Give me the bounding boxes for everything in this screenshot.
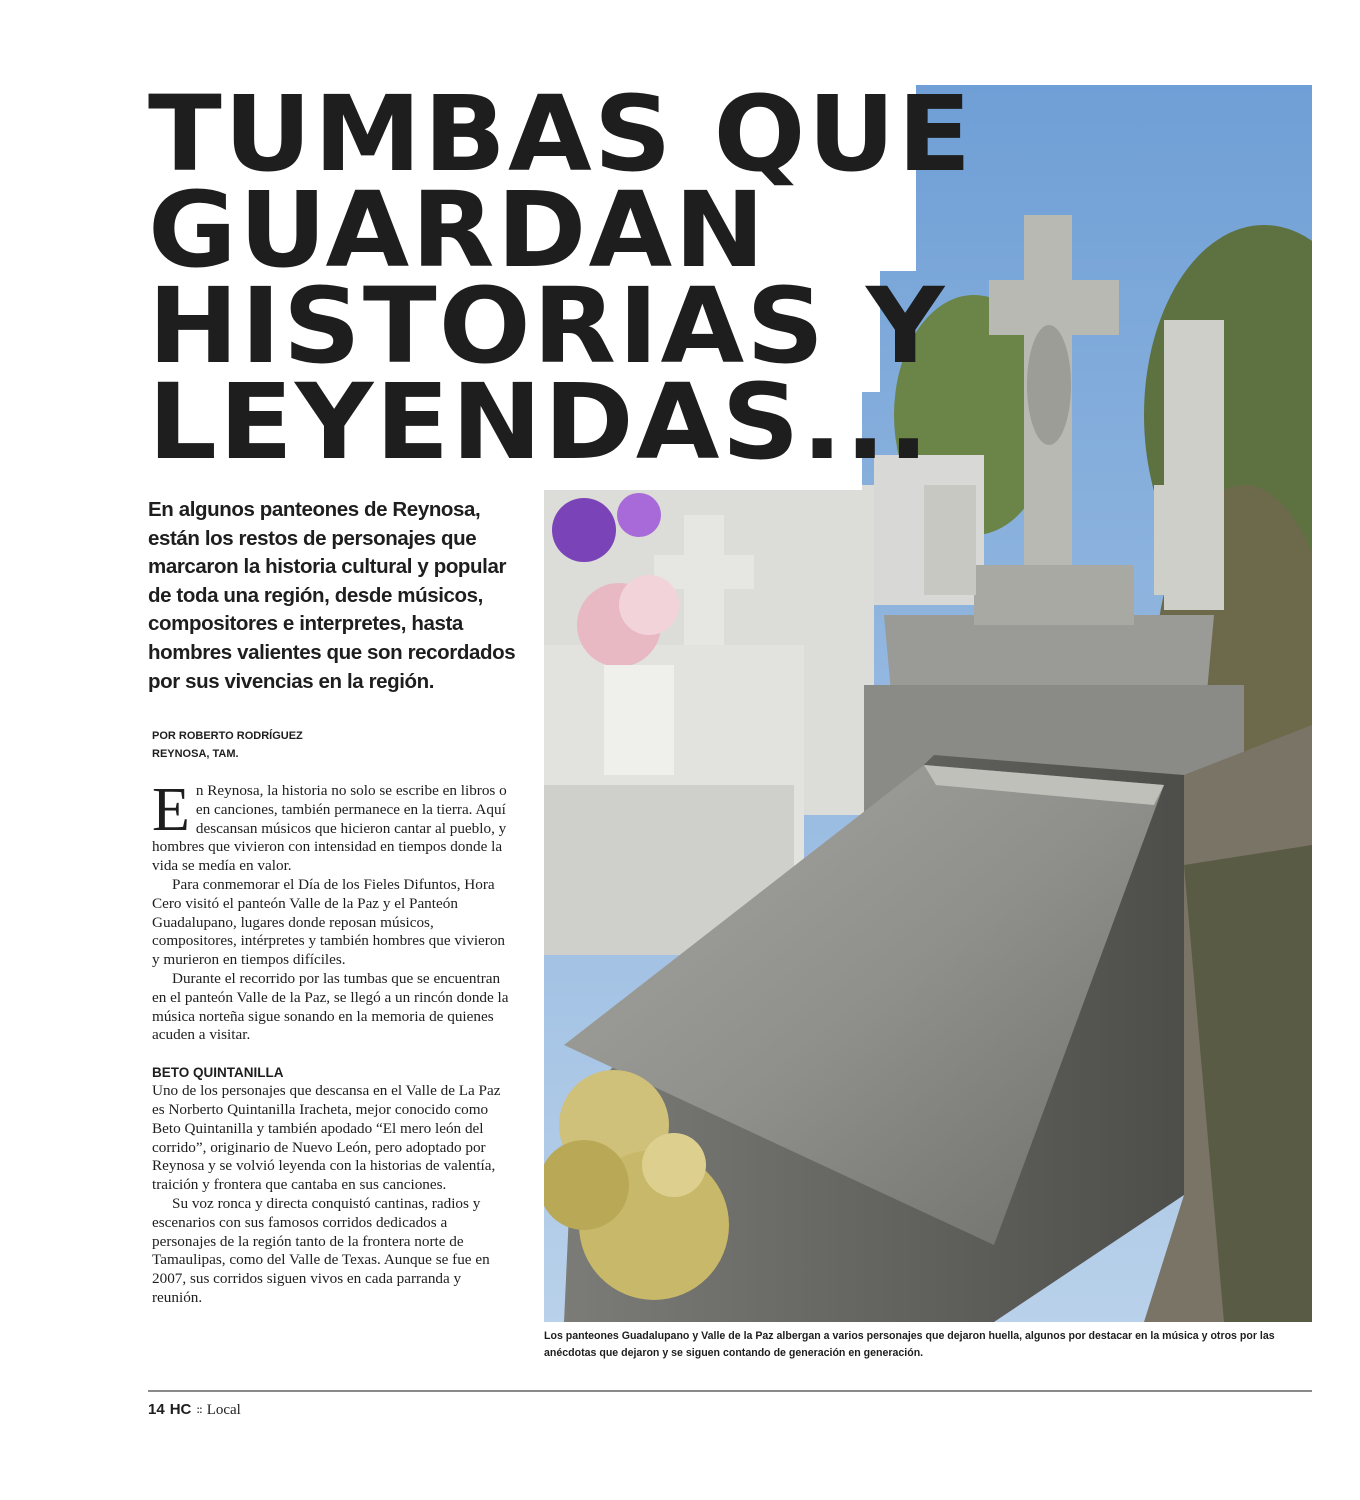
paragraph bbox=[152, 776, 512, 876]
headline-line: TUMBAS QUE bbox=[148, 73, 974, 195]
paragraph: Uno de los personajes que descansa en el Valle de La Paz es Norberto Quintanilla Iracheta, mejor conocido como Beto Quintanilla y también apodado “El mero león del corrido”, originario de Nuevo León, pero adoptado por Reynosa y se volvió leyenda con la historias de valentía, traición y frontera que cantaba en sus canciones. bbox=[152, 1082, 501, 1194]
headline-line: LEYENDAS... bbox=[148, 361, 932, 483]
article-body bbox=[152, 776, 512, 1308]
paragraph-text: n Reynosa, la historia no solo se escribe en libros o en canciones, también permanece en la tierra. Aquí descansan músicos que hicieron cantar al pueblo, y hombres que vivieron con intensidad en tiempos donde la vida se medía en valor. bbox=[152, 782, 507, 875]
byline-location: REYNOSA, TAM. bbox=[152, 748, 239, 760]
headline bbox=[148, 73, 974, 483]
photo-caption: Los panteones Guadalupano y Valle de la Paz albergan a varios personajes que dejaron huella, algunos por destacar en la música y otros por las anécdotas que dejaron y se siguen contando de generación en generación. bbox=[544, 1330, 1275, 1359]
byline bbox=[152, 727, 522, 763]
section-name: Local bbox=[206, 1402, 241, 1418]
headline-line: GUARDAN bbox=[148, 169, 767, 291]
paragraph: Su voz ronca y directa conquistó cantinas, radios y escenarios con sus famosos corridos dedicados a personajes de la región tanto de la frontera norte de Tamaulipas, como del Valle de Texas. Aunque se fue en 2007, sus corridos siguen vivos en cada parranda y reunión. bbox=[152, 1194, 490, 1306]
byline-author: POR ROBERTO RODRÍGUEZ bbox=[152, 730, 303, 742]
page-number: 14 bbox=[148, 1401, 165, 1418]
footer-divider bbox=[148, 1390, 1312, 1392]
paragraph: Para conmemorar el Día de los Fieles Difuntos, Hora Cero visitó el panteón Valle de la Paz y el Panteón Guadalupano, lugares donde reposan músicos, compositores, intérpretes y también hombres que vivieron y murieron en tiempos difíciles. bbox=[152, 875, 506, 969]
drop-cap: E bbox=[152, 776, 190, 844]
page-footer bbox=[148, 1400, 241, 1420]
publication-brand: HC bbox=[169, 1401, 192, 1418]
deck: En algunos panteones de Reynosa, están los restos de personajes que marcaron la historia cultural y popular de toda una región, desde músicos, compositores e interpretes, hasta hombres valientes que son recordados por sus vivencias en la región. bbox=[148, 498, 516, 693]
paragraph: Durante el recorrido por las tumbas que se encuentran en el panteón Valle de la Paz, se llegó a un rincón donde la música norteña sigue sonando en la memoria de quienes acuden a visitar. bbox=[152, 969, 509, 1044]
headline-line: HISTORIAS Y bbox=[148, 265, 947, 387]
separator-icon: :: bbox=[196, 1404, 202, 1416]
subheading: BETO QUINTANILLA bbox=[152, 1065, 284, 1081]
